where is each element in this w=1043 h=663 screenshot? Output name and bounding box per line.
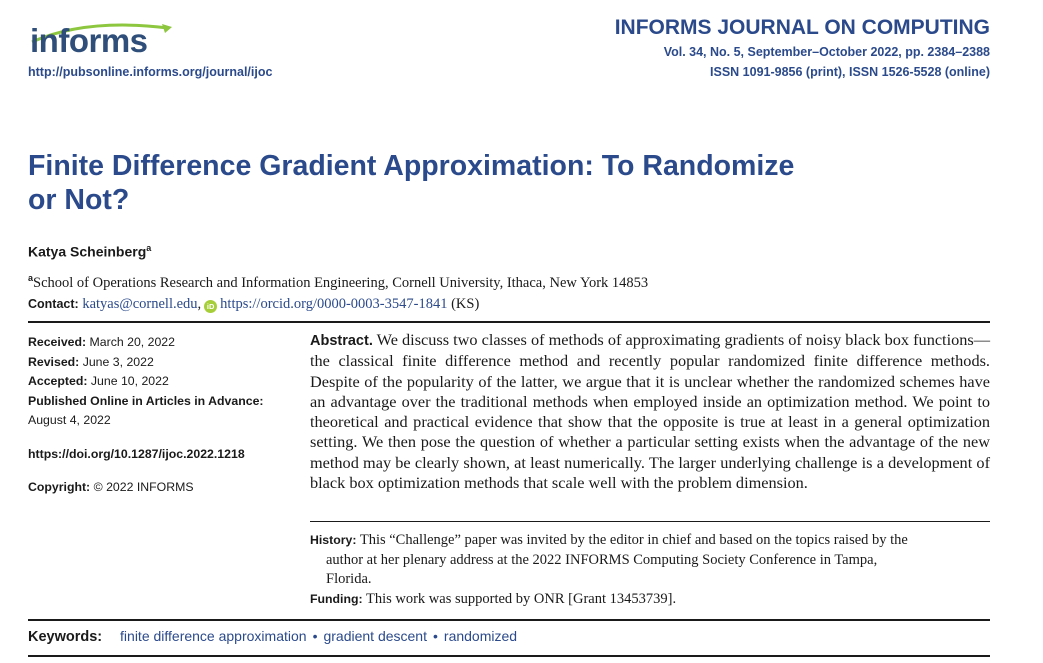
keyword-separator: •	[433, 628, 438, 644]
accepted-label: Accepted:	[28, 374, 88, 388]
author	[28, 243, 151, 260]
author-sup: a	[146, 243, 152, 253]
history-line-2: author at her plenary address at the 2022 INFORMS Computing Society Conference in Tampa,	[326, 551, 878, 568]
accepted-date: June 10, 2022	[90, 374, 169, 388]
divider	[28, 321, 990, 323]
abstract	[310, 330, 990, 493]
abstract-text: We discuss two classes of methods of approximating gradients of noisy black box functions—the classical finite difference method and recently popular randomized finite difference methods. Despite of the popularity of the latter, we argue that it is unclear whether the randomized schemes have an advantage over the traditional methods when employed inside an optimization method. We point to theoretical and practical evidence that show that the opposite is true at least in a general optimization setting. We then pose the question of whether a particular setting exists when the advantage of the new method may be clearly shown, at least numerically. The larger underlying challenge is a development of black box optimization methods that scale well with the problem dimension.	[310, 330, 991, 493]
divider	[28, 655, 990, 657]
history-line-1: This “Challenge” paper was invited by the editor in chief and based on the topics raised by the	[359, 532, 908, 548]
history-label: History:	[310, 533, 357, 547]
contact-email-link[interactable]: katyas@cornell.edu	[82, 296, 198, 312]
published-date: August 4, 2022	[28, 413, 111, 427]
keywords	[28, 628, 517, 645]
orcid-suffix: (KS)	[451, 296, 480, 312]
divider	[310, 521, 990, 522]
article-title	[28, 149, 928, 217]
title-line-1: Finite Difference Gradient Approximation: To Randomize	[28, 150, 795, 182]
funding-text: This work was supported by ONR [Grant 13453739].	[365, 591, 677, 607]
author-name: Katya Scheinberg	[28, 243, 147, 260]
received-date: March 20, 2022	[89, 335, 175, 349]
received-label: Received:	[28, 335, 87, 349]
informs-logo[interactable]	[26, 22, 176, 60]
journal-issn: ISSN 1091-9856 (print), ISSN 1526-5528 (online)	[710, 65, 990, 79]
orcid-icon[interactable]: iD	[204, 300, 217, 313]
keyword-link[interactable]: randomized	[443, 628, 518, 644]
abstract-label: Abstract.	[310, 333, 373, 349]
affiliation-text: School of Operations Research and Information Engineering, Cornell University, Ithaca, New York 14853	[33, 274, 649, 291]
history	[310, 531, 990, 590]
copyright-label: Copyright:	[28, 480, 91, 494]
doi-link[interactable]: https://doi.org/10.1287/ijoc.2022.1218	[28, 446, 245, 461]
keyword-link[interactable]: finite difference approximation	[120, 628, 307, 644]
keywords-label: Keywords:	[28, 629, 103, 645]
divider	[28, 619, 990, 621]
copyright-text: © 2022 INFORMS	[93, 480, 194, 494]
orcid-link[interactable]: https://orcid.org/0000-0003-3547-1841	[220, 296, 448, 312]
affiliation-sup: a	[28, 273, 34, 283]
affiliation	[28, 273, 648, 292]
funding-label: Funding:	[310, 592, 363, 606]
revised-date: June 3, 2022	[82, 354, 154, 369]
journal-name: INFORMS JOURNAL ON COMPUTING	[614, 16, 990, 39]
journal-volume: Vol. 34, No. 5, September–October 2022, pp. 2384–2388	[663, 45, 990, 59]
keyword-link[interactable]: gradient descent	[323, 628, 427, 644]
article-metadata	[28, 333, 288, 498]
funding	[310, 590, 990, 610]
keyword-separator: •	[312, 628, 318, 644]
contact-label: Contact:	[28, 297, 79, 311]
history-line-3: Florida.	[326, 571, 372, 587]
revised-label: Revised:	[28, 354, 80, 369]
journal-url-link[interactable]: http://pubsonline.informs.org/journal/ijoc	[28, 65, 273, 79]
logo-text: informs	[30, 22, 148, 59]
title-line-2: or Not?	[28, 184, 130, 216]
published-label: Published Online in Articles in Advance:	[28, 393, 264, 408]
contact-line: Contact: katyas@cornell.edu, iD https://orcid.org/0000-0003-3547-1841 (KS)	[28, 296, 480, 312]
